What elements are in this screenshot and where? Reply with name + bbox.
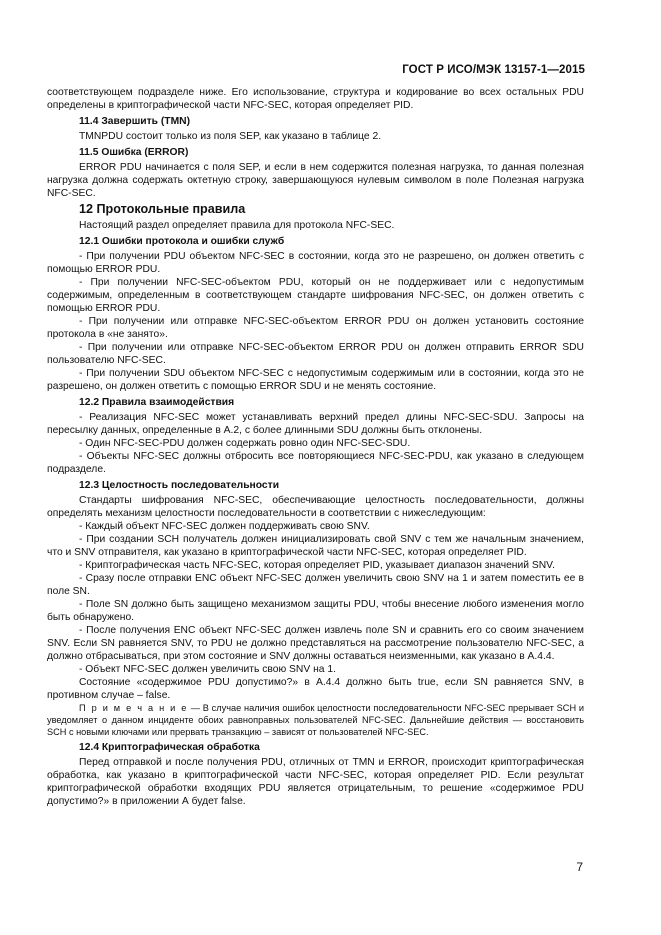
section-12-3-intro: Стандарты шифрования NFC-SEC, обеспечивающие целостность последовательности, должны определять механизм целостности последовательности в соответствии с нижеследующим: [47,495,584,519]
section-11-4-title: 11.4 Завершить (TMN) [79,116,191,127]
document-body [47,86,584,808]
section-11-5-title: 11.5 Ошибка (ERROR) [79,147,189,158]
list-item: - Сразу после отправки ENC объект NFC-SEC должен увеличить свою SNV на 1 и затем поместить ее в поле SN. [47,573,584,597]
note-text: — В случае наличия ошибок целостности последовательности NFC-SEC прерывает SCH и уведомляет о данном инциденте обоих равноправных пользователей NFC-SEC. Дальнейшие действия — восстановить SCH с новыми ключами или прервать транзакцию – зависят от пользователей NFC-SEC. [47,703,584,737]
list-item: - Поле SN должно быть защищено механизмом защиты PDU, чтобы внесение любого изменения могло быть обнаружено. [47,599,584,623]
page-number: 7 [576,860,583,874]
list-item: - Криптографическая часть NFC-SEC, которая определяет PID, указывает диапазон значений SNV. [79,560,555,571]
list-item: - При получении NFC-SEC-объектом PDU, который он не поддерживает или с недопустимым содержимым, определенным в соответствующем стандарте шифрования NFC-SEC, он должен ответить с помощью ERROR PDU. [47,277,584,314]
section-12-3-title: 12.3 Целостность последовательности [79,480,280,491]
note-paragraph [47,702,584,738]
section-12-1-title: 12.1 Ошибки протокола и ошибки служб [79,236,285,247]
section-12-4-title: 12.4 Криптографическая обработка [79,742,260,753]
list-item: - При получении или отправке NFC-SEC-объектом ERROR PDU он должен отправить ERROR SDU пользователю NFC-SEC. [47,342,584,366]
list-item: - При получении PDU объектом NFC-SEC в состоянии, когда это не разрешено, он должен ответить с помощью ERROR PDU. [47,251,584,275]
list-item: - При получении или отправке NFC-SEC-объектом ERROR PDU он должен установить состояние протокола в «не занято». [47,316,584,340]
list-item: - Объект NFC-SEC должен увеличить свою SNV на 1. [79,664,336,675]
list-item: - Реализация NFC-SEC может устанавливать верхний предел длины NFC-SEC-SDU. Запросы на пересылку данных, определенные в А.2, с более длинными SDU должны быть отклонены. [47,412,584,436]
list-item: - Один NFC-SEC-PDU должен содержать ровно один NFC-SEC-SDU. [79,438,411,449]
note-label: П р и м е ч а н и е [79,703,188,713]
list-item: - Объекты NFC-SEC должны отбросить все повторяющиеся NFC-SEC-PDU, как указано в следующем подразделе. [47,451,584,475]
document-code-header: ГОСТ Р ИСО/МЭК 13157-1—2015 [402,64,585,76]
list-item: - При создании SCH получатель должен инициализировать свой SNV с тем же начальным значением, что и SNV отправителя, как указано в криптографической части NFC-SEC, которая определяет PID. [47,534,584,558]
section-12-2-title: 12.2 Правила взаимодействия [79,397,235,408]
section-11-5-text: ERROR PDU начинается с поля SEP, и если в нем содержится полезная нагрузка, то данная полезная нагрузка должна содержать октетную строку, завершающуюся нулевым символом в поле Полезная нагрузка NFC-SEC. [47,162,584,199]
section-11-4-text: TMNPDU состоит только из поля SEP, как указано в таблице 2. [79,131,382,142]
section-12-title: 12 Протокольные правила [79,202,246,216]
section-12-3-state: Состояние «содержимое PDU допустимо?» в А.4.4 должно быть true, если SN равняется SNV, в противном случае – false. [47,677,584,701]
list-item: - При получении SDU объектом NFC-SEC с недопустимым содержимым или в состоянии, когда это не разрешено, он должен ответить с помощью ERROR SDU и не менять состояние. [47,368,584,392]
section-12-4-text: Перед отправкой и после получения PDU, отличных от TMN и ERROR, происходит криптографическая обработка, как указано в криптографической части NFC-SEC, которая определяет PID. Если результат криптографической обработки входящих PDU является отрицательным, то решение «содержимое PDU допустимо?» в приложении А будет false. [47,757,584,807]
section-12-text: Настоящий раздел определяет правила для протокола NFC-SEC. [79,220,395,231]
list-item: - Каждый объект NFC-SEC должен поддерживать свою SNV. [79,521,370,532]
intro-paragraph: соответствующем подразделе ниже. Его использование, структура и кодирование во всех остальных PDU определены в криптографической части NFC-SEC, которая определяет PID. [47,87,584,111]
list-item: - После получения ENC объект NFC-SEC должен извлечь поле SN и сравнить его со своим значением SNV. Если SN равняется SNV, то PDU не должно представляться на рассмотрение пользователю NFC-SEC, а должно отбрасываться, при этом состояние и SNV должны оставаться неизменными, как указано в А.4.4. [47,625,584,662]
